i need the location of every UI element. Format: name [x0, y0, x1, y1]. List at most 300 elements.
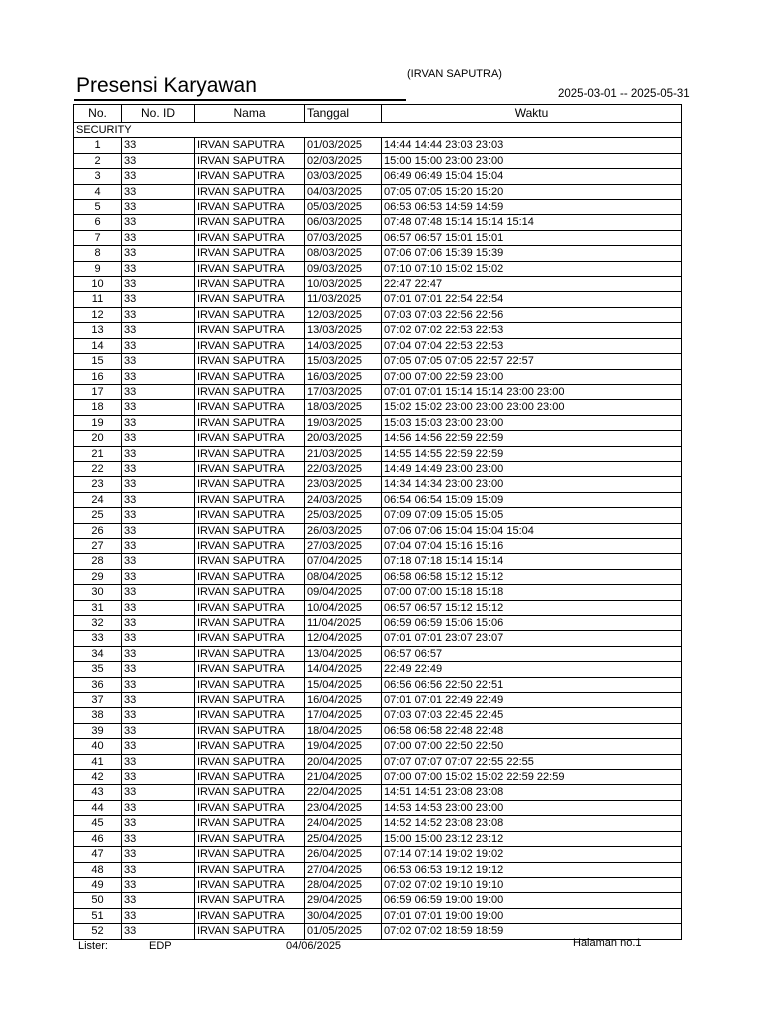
cell-date: 15/04/2025: [305, 677, 382, 692]
cell-date: 22/04/2025: [305, 785, 382, 800]
cell-time: 14:49 14:49 23:00 23:00: [382, 461, 682, 476]
cell-date: 17/04/2025: [305, 708, 382, 723]
cell-no: 48: [74, 862, 122, 877]
cell-id: 33: [122, 877, 195, 892]
cell-name: IRVAN SAPUTRA: [195, 693, 305, 708]
cell-id: 33: [122, 723, 195, 738]
table-row: [74, 677, 682, 692]
cell-no: 21: [74, 446, 122, 461]
lister-label: Lister:: [78, 940, 108, 952]
cell-id: 33: [122, 908, 195, 923]
cell-name: IRVAN SAPUTRA: [195, 631, 305, 646]
cell-time: 07:01 07:01 23:07 23:07: [382, 631, 682, 646]
cell-time: 14:44 14:44 23:03 23:03: [382, 138, 682, 153]
cell-id: 33: [122, 169, 195, 184]
cell-time: 06:58 06:58 22:48 22:48: [382, 723, 682, 738]
cell-time: 15:00 15:00 23:12 23:12: [382, 831, 682, 846]
cell-id: 33: [122, 785, 195, 800]
cell-date: 09/04/2025: [305, 585, 382, 600]
cell-name: IRVAN SAPUTRA: [195, 369, 305, 384]
cell-name: IRVAN SAPUTRA: [195, 800, 305, 815]
cell-date: 24/03/2025: [305, 492, 382, 507]
cell-time: 07:07 07:07 07:07 22:55 22:55: [382, 754, 682, 769]
cell-id: 33: [122, 200, 195, 215]
cell-name: IRVAN SAPUTRA: [195, 492, 305, 507]
table-row: [74, 600, 682, 615]
cell-id: 33: [122, 631, 195, 646]
cell-no: 24: [74, 492, 122, 507]
cell-id: 33: [122, 415, 195, 430]
cell-name: IRVAN SAPUTRA: [195, 723, 305, 738]
cell-name: IRVAN SAPUTRA: [195, 277, 305, 292]
cell-date: 20/04/2025: [305, 754, 382, 769]
cell-id: 33: [122, 538, 195, 553]
cell-no: 7: [74, 230, 122, 245]
table-row: [74, 831, 682, 846]
table-row: [74, 246, 682, 261]
cell-no: 4: [74, 184, 122, 199]
cell-time: 07:02 07:02 18:59 18:59: [382, 924, 682, 939]
cell-id: 33: [122, 816, 195, 831]
cell-name: IRVAN SAPUTRA: [195, 831, 305, 846]
table-row: [74, 492, 682, 507]
cell-date: 23/04/2025: [305, 800, 382, 815]
cell-no: 41: [74, 754, 122, 769]
cell-id: 33: [122, 400, 195, 415]
cell-name: IRVAN SAPUTRA: [195, 292, 305, 307]
lister-value: EDP: [149, 940, 172, 952]
cell-id: 33: [122, 323, 195, 338]
cell-date: 08/03/2025: [305, 246, 382, 261]
cell-date: 10/04/2025: [305, 600, 382, 615]
cell-name: IRVAN SAPUTRA: [195, 261, 305, 276]
table-row: [74, 847, 682, 862]
table-row: [74, 261, 682, 276]
table-row: [74, 184, 682, 199]
page-title: Presensi Karyawan: [76, 74, 257, 97]
cell-name: IRVAN SAPUTRA: [195, 893, 305, 908]
cell-no: 17: [74, 384, 122, 399]
cell-name: IRVAN SAPUTRA: [195, 770, 305, 785]
cell-no: 52: [74, 924, 122, 939]
cell-date: 19/04/2025: [305, 739, 382, 754]
cell-time: 07:00 07:00 22:59 23:00: [382, 369, 682, 384]
cell-date: 25/04/2025: [305, 831, 382, 846]
table-row: [74, 477, 682, 492]
table-row: [74, 431, 682, 446]
cell-date: 16/03/2025: [305, 369, 382, 384]
cell-time: 07:00 07:00 15:18 15:18: [382, 585, 682, 600]
cell-no: 38: [74, 708, 122, 723]
cell-id: 33: [122, 831, 195, 846]
cell-no: 49: [74, 877, 122, 892]
cell-time: 06:59 06:59 19:00 19:00: [382, 893, 682, 908]
cell-name: IRVAN SAPUTRA: [195, 338, 305, 353]
cell-no: 16: [74, 369, 122, 384]
cell-id: 33: [122, 307, 195, 322]
cell-name: IRVAN SAPUTRA: [195, 215, 305, 230]
page-number: Halaman no.1: [573, 937, 642, 949]
cell-date: 10/03/2025: [305, 277, 382, 292]
cell-id: 33: [122, 230, 195, 245]
cell-time: 06:57 06:57 15:01 15:01: [382, 230, 682, 245]
cell-date: 09/03/2025: [305, 261, 382, 276]
cell-no: 14: [74, 338, 122, 353]
cell-name: IRVAN SAPUTRA: [195, 307, 305, 322]
table-row: [74, 569, 682, 584]
cell-time: 07:03 07:03 22:45 22:45: [382, 708, 682, 723]
cell-time: 06:54 06:54 15:09 15:09: [382, 492, 682, 507]
table-row: [74, 415, 682, 430]
cell-id: 33: [122, 569, 195, 584]
cell-time: 07:00 07:00 22:50 22:50: [382, 739, 682, 754]
table-row: [74, 384, 682, 399]
cell-no: 31: [74, 600, 122, 615]
cell-no: 37: [74, 693, 122, 708]
table-row: [74, 800, 682, 815]
column-header-id: No. ID: [122, 105, 195, 123]
cell-date: 28/04/2025: [305, 877, 382, 892]
cell-date: 22/03/2025: [305, 461, 382, 476]
cell-id: 33: [122, 523, 195, 538]
cell-no: 30: [74, 585, 122, 600]
cell-id: 33: [122, 508, 195, 523]
table-row: [74, 230, 682, 245]
cell-date: 11/04/2025: [305, 616, 382, 631]
cell-date: 21/03/2025: [305, 446, 382, 461]
cell-date: 26/04/2025: [305, 847, 382, 862]
cell-name: IRVAN SAPUTRA: [195, 169, 305, 184]
date-range: 2025-03-01 -- 2025-05-31: [558, 88, 690, 100]
cell-name: IRVAN SAPUTRA: [195, 877, 305, 892]
table-row: [74, 770, 682, 785]
cell-date: 27/04/2025: [305, 862, 382, 877]
cell-no: 13: [74, 323, 122, 338]
cell-time: 07:02 07:02 22:53 22:53: [382, 323, 682, 338]
cell-id: 33: [122, 800, 195, 815]
table-row: [74, 693, 682, 708]
cell-name: IRVAN SAPUTRA: [195, 754, 305, 769]
cell-no: 27: [74, 538, 122, 553]
cell-time: 07:04 07:04 15:16 15:16: [382, 538, 682, 553]
cell-date: 05/03/2025: [305, 200, 382, 215]
cell-name: IRVAN SAPUTRA: [195, 585, 305, 600]
cell-no: 47: [74, 847, 122, 862]
cell-id: 33: [122, 215, 195, 230]
cell-date: 08/04/2025: [305, 569, 382, 584]
cell-name: IRVAN SAPUTRA: [195, 662, 305, 677]
group-label: SECURITY: [74, 123, 682, 138]
cell-date: 02/03/2025: [305, 153, 382, 168]
cell-date: 17/03/2025: [305, 384, 382, 399]
cell-date: 29/04/2025: [305, 893, 382, 908]
cell-date: 14/04/2025: [305, 662, 382, 677]
cell-name: IRVAN SAPUTRA: [195, 816, 305, 831]
cell-id: 33: [122, 246, 195, 261]
table-header-row: [74, 105, 682, 123]
cell-date: 12/04/2025: [305, 631, 382, 646]
cell-id: 33: [122, 461, 195, 476]
cell-date: 18/04/2025: [305, 723, 382, 738]
cell-time: 06:57 06:57 15:12 15:12: [382, 600, 682, 615]
cell-date: 12/03/2025: [305, 307, 382, 322]
table-row: [74, 508, 682, 523]
cell-date: 15/03/2025: [305, 354, 382, 369]
cell-name: IRVAN SAPUTRA: [195, 323, 305, 338]
table-row: [74, 277, 682, 292]
column-header-no: No.: [74, 105, 122, 123]
cell-name: IRVAN SAPUTRA: [195, 461, 305, 476]
cell-no: 35: [74, 662, 122, 677]
cell-date: 25/03/2025: [305, 508, 382, 523]
table-row: [74, 446, 682, 461]
cell-no: 51: [74, 908, 122, 923]
cell-time: 14:53 14:53 23:00 23:00: [382, 800, 682, 815]
cell-time: 07:14 07:14 19:02 19:02: [382, 847, 682, 862]
cell-no: 2: [74, 153, 122, 168]
cell-name: IRVAN SAPUTRA: [195, 538, 305, 553]
table-row: [74, 585, 682, 600]
cell-date: 14/03/2025: [305, 338, 382, 353]
cell-name: IRVAN SAPUTRA: [195, 600, 305, 615]
cell-name: IRVAN SAPUTRA: [195, 508, 305, 523]
table-row: [74, 739, 682, 754]
cell-id: 33: [122, 893, 195, 908]
cell-id: 33: [122, 693, 195, 708]
cell-id: 33: [122, 446, 195, 461]
cell-time: 07:01 07:01 22:54 22:54: [382, 292, 682, 307]
cell-id: 33: [122, 662, 195, 677]
cell-time: 15:00 15:00 23:00 23:00: [382, 153, 682, 168]
table-row: [74, 169, 682, 184]
cell-id: 33: [122, 153, 195, 168]
cell-date: 26/03/2025: [305, 523, 382, 538]
cell-time: 15:02 15:02 23:00 23:00 23:00 23:00: [382, 400, 682, 415]
table-row: [74, 554, 682, 569]
cell-id: 33: [122, 677, 195, 692]
table-row: [74, 200, 682, 215]
cell-time: 07:06 07:06 15:04 15:04 15:04: [382, 523, 682, 538]
cell-id: 33: [122, 616, 195, 631]
cell-no: 15: [74, 354, 122, 369]
cell-time: 07:01 07:01 22:49 22:49: [382, 693, 682, 708]
cell-id: 33: [122, 585, 195, 600]
cell-time: 14:51 14:51 23:08 23:08: [382, 785, 682, 800]
cell-no: 23: [74, 477, 122, 492]
cell-date: 13/03/2025: [305, 323, 382, 338]
cell-id: 33: [122, 739, 195, 754]
cell-date: 27/03/2025: [305, 538, 382, 553]
cell-time: 07:06 07:06 15:39 15:39: [382, 246, 682, 261]
table-row: [74, 292, 682, 307]
table-row: [74, 877, 682, 892]
employee-name: (IRVAN SAPUTRA): [407, 68, 502, 80]
table-row: [74, 816, 682, 831]
cell-date: 01/03/2025: [305, 138, 382, 153]
cell-id: 33: [122, 477, 195, 492]
cell-id: 33: [122, 646, 195, 661]
cell-no: 36: [74, 677, 122, 692]
column-header-time: Waktu: [382, 105, 682, 123]
cell-name: IRVAN SAPUTRA: [195, 384, 305, 399]
cell-no: 11: [74, 292, 122, 307]
cell-date: 04/03/2025: [305, 184, 382, 199]
table-row: [74, 138, 682, 153]
cell-time: 07:09 07:09 15:05 15:05: [382, 508, 682, 523]
table-row: [74, 908, 682, 923]
table-row: [74, 662, 682, 677]
table-row: [74, 893, 682, 908]
cell-no: 32: [74, 616, 122, 631]
cell-name: IRVAN SAPUTRA: [195, 354, 305, 369]
cell-id: 33: [122, 754, 195, 769]
attendance-table: [73, 104, 682, 940]
cell-no: 43: [74, 785, 122, 800]
cell-name: IRVAN SAPUTRA: [195, 646, 305, 661]
cell-time: 14:56 14:56 22:59 22:59: [382, 431, 682, 446]
table-row: [74, 323, 682, 338]
cell-no: 50: [74, 893, 122, 908]
table-row: [74, 461, 682, 476]
cell-date: 20/03/2025: [305, 431, 382, 446]
cell-date: 07/03/2025: [305, 230, 382, 245]
cell-name: IRVAN SAPUTRA: [195, 569, 305, 584]
group-row: [74, 123, 682, 138]
cell-time: 07:00 07:00 15:02 15:02 22:59 22:59: [382, 770, 682, 785]
cell-time: 06:58 06:58 15:12 15:12: [382, 569, 682, 584]
cell-no: 33: [74, 631, 122, 646]
cell-no: 1: [74, 138, 122, 153]
cell-time: 15:03 15:03 23:00 23:00: [382, 415, 682, 430]
cell-no: 20: [74, 431, 122, 446]
cell-time: 07:01 07:01 15:14 15:14 23:00 23:00: [382, 384, 682, 399]
cell-no: 18: [74, 400, 122, 415]
cell-no: 44: [74, 800, 122, 815]
cell-no: 26: [74, 523, 122, 538]
cell-no: 42: [74, 770, 122, 785]
table-row: [74, 354, 682, 369]
cell-no: 10: [74, 277, 122, 292]
cell-time: 07:10 07:10 15:02 15:02: [382, 261, 682, 276]
table-row: [74, 338, 682, 353]
cell-no: 3: [74, 169, 122, 184]
table-row: [74, 785, 682, 800]
table-row: [74, 215, 682, 230]
cell-name: IRVAN SAPUTRA: [195, 708, 305, 723]
cell-name: IRVAN SAPUTRA: [195, 230, 305, 245]
cell-name: IRVAN SAPUTRA: [195, 200, 305, 215]
table-row: [74, 862, 682, 877]
cell-no: 22: [74, 461, 122, 476]
cell-name: IRVAN SAPUTRA: [195, 184, 305, 199]
cell-no: 8: [74, 246, 122, 261]
print-date: 04/06/2025: [286, 940, 342, 952]
cell-no: 39: [74, 723, 122, 738]
cell-date: 16/04/2025: [305, 693, 382, 708]
cell-name: IRVAN SAPUTRA: [195, 431, 305, 446]
cell-date: 13/04/2025: [305, 646, 382, 661]
cell-time: 07:04 07:04 22:53 22:53: [382, 338, 682, 353]
cell-no: 25: [74, 508, 122, 523]
column-header-name: Nama: [195, 105, 305, 123]
cell-name: IRVAN SAPUTRA: [195, 785, 305, 800]
cell-id: 33: [122, 277, 195, 292]
cell-time: 22:49 22:49: [382, 662, 682, 677]
cell-name: IRVAN SAPUTRA: [195, 924, 305, 939]
cell-id: 33: [122, 770, 195, 785]
cell-time: 06:49 06:49 15:04 15:04: [382, 169, 682, 184]
cell-time: 14:55 14:55 22:59 22:59: [382, 446, 682, 461]
column-header-date: Tanggal: [305, 105, 382, 123]
cell-date: 23/03/2025: [305, 477, 382, 492]
table-row: [74, 723, 682, 738]
cell-name: IRVAN SAPUTRA: [195, 415, 305, 430]
cell-id: 33: [122, 354, 195, 369]
cell-time: 07:48 07:48 15:14 15:14 15:14: [382, 215, 682, 230]
cell-name: IRVAN SAPUTRA: [195, 477, 305, 492]
cell-name: IRVAN SAPUTRA: [195, 400, 305, 415]
cell-time: 22:47 22:47: [382, 277, 682, 292]
table-row: [74, 523, 682, 538]
cell-name: IRVAN SAPUTRA: [195, 847, 305, 862]
cell-time: 14:52 14:52 23:08 23:08: [382, 816, 682, 831]
table-row: [74, 307, 682, 322]
cell-name: IRVAN SAPUTRA: [195, 739, 305, 754]
cell-date: 03/03/2025: [305, 169, 382, 184]
table-row: [74, 754, 682, 769]
cell-time: 06:59 06:59 15:06 15:06: [382, 616, 682, 631]
cell-no: 9: [74, 261, 122, 276]
cell-id: 33: [122, 600, 195, 615]
cell-no: 12: [74, 307, 122, 322]
cell-no: 6: [74, 215, 122, 230]
cell-no: 5: [74, 200, 122, 215]
table-row: [74, 369, 682, 384]
cell-date: 06/03/2025: [305, 215, 382, 230]
cell-no: 46: [74, 831, 122, 846]
title-underline: [74, 99, 406, 101]
cell-name: IRVAN SAPUTRA: [195, 246, 305, 261]
cell-time: 06:57 06:57: [382, 646, 682, 661]
cell-name: IRVAN SAPUTRA: [195, 523, 305, 538]
cell-id: 33: [122, 862, 195, 877]
cell-date: 07/04/2025: [305, 554, 382, 569]
cell-name: IRVAN SAPUTRA: [195, 677, 305, 692]
cell-id: 33: [122, 554, 195, 569]
cell-id: 33: [122, 369, 195, 384]
cell-time: 06:53 06:53 14:59 14:59: [382, 200, 682, 215]
cell-date: 19/03/2025: [305, 415, 382, 430]
table-row: [74, 631, 682, 646]
cell-time: 07:18 07:18 15:14 15:14: [382, 554, 682, 569]
cell-no: 34: [74, 646, 122, 661]
cell-no: 40: [74, 739, 122, 754]
cell-name: IRVAN SAPUTRA: [195, 554, 305, 569]
cell-id: 33: [122, 492, 195, 507]
cell-time: 06:56 06:56 22:50 22:51: [382, 677, 682, 692]
cell-name: IRVAN SAPUTRA: [195, 153, 305, 168]
cell-id: 33: [122, 292, 195, 307]
cell-id: 33: [122, 924, 195, 939]
cell-id: 33: [122, 338, 195, 353]
cell-date: 30/04/2025: [305, 908, 382, 923]
cell-time: 07:05 07:05 07:05 22:57 22:57: [382, 354, 682, 369]
cell-no: 19: [74, 415, 122, 430]
cell-name: IRVAN SAPUTRA: [195, 138, 305, 153]
cell-date: 01/05/2025: [305, 924, 382, 939]
table-row: [74, 646, 682, 661]
table-row: [74, 708, 682, 723]
